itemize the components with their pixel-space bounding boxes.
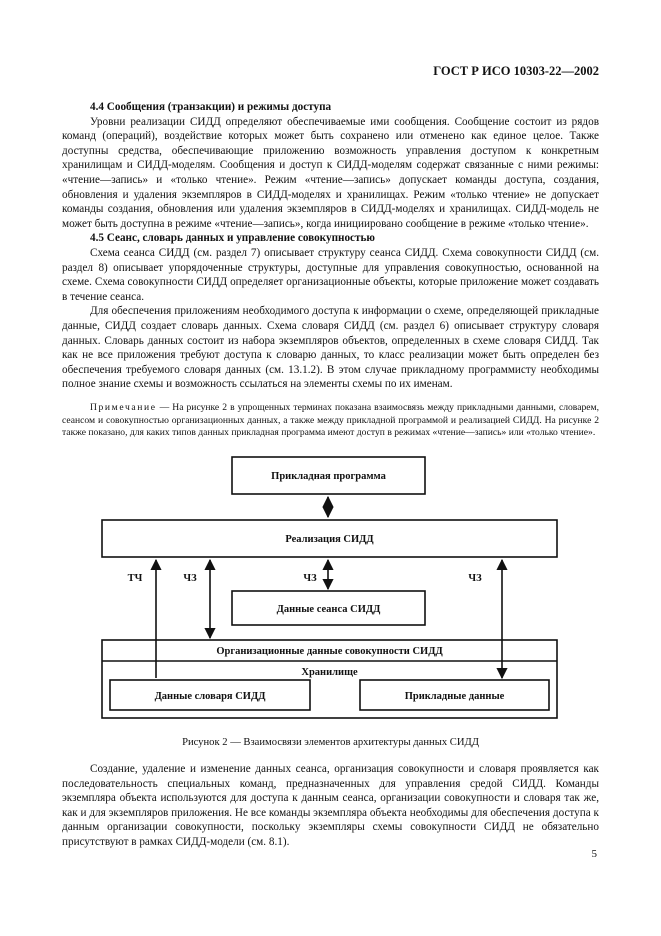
- label-implementation: Реализация СИДД: [285, 534, 374, 545]
- label-application: Прикладная программа: [271, 471, 386, 482]
- section-4-4-heading: 4.4 Сообщения (транзакции) и режимы доступа: [90, 101, 332, 113]
- note-label: Примечание: [90, 401, 157, 413]
- figure-note: [62, 402, 599, 440]
- label-rw-org: ЧЗ: [183, 573, 197, 584]
- note-text: — На рисунке 2 в упрощенных терминах показана взаимосвязь между прикладными данными, словарем, сеансом и совокупностью организационных данных, а также между прикладной программой и реализацией СИДД. На рисунке 2 также показано, для каких типов данных прикладная программа имеют доступ в режимах «чтение—запись» или «только чтение».: [62, 401, 599, 439]
- section-4-5-paragraph-1: Схема сеанса СИДД (см. раздел 7) описывает структуру сеанса СИДД. Схема совокупности СИДД (см. раздел 8) описывает упорядоченные структуры, доступные для управления совокупностью, основанной на схеме. Схема совокупности СИДД определяет организационные объекты, которые приложение может создавать в течение сеанса.: [62, 246, 599, 303]
- closing-text: [62, 762, 599, 850]
- architecture-diagram: [0, 450, 661, 730]
- label-session-data: Данные сеанса СИДД: [276, 604, 381, 615]
- section-4-5-paragraph-2: Для обеспечения приложениям необходимого доступа к информации о схеме, определяющей прикладные данные, СИДД создает словарь данных. Схема словаря СИДД (см. раздел 6) описывает структуру словаря данных. Словарь данных состоит из набора экземпляров объектов, определенных в схеме словаря СИДД. Так как не все приложения требуют доступа к словарю данных, то класс реализации может быть определен без обеспечения требуемого словаря данных (см. 13.1.2). В этом случае прикладному программисту необходимы полное знание схемы и возможность ссылаться на элементы схемы по их именам.: [62, 305, 599, 391]
- label-dictionary-data: Данные словаря СИДД: [154, 691, 266, 702]
- closing-paragraph: Создание, удаление и изменение данных сеанса, организация совокупности и словаря проявляется как последовательность специальных команд, предназначенных для управления средой СИДД. Команды экземпляра объекта используются для доступа к данным сеанса, организации совокупности и словаря так же, как и для экземпляров приложения. Не все команды экземпляра объекта необходимы для обеспечения доступа к данным организации совокупности, поскольку экземпляры схемы совокупности СИДД не обязательно присутствуют в рамках СИДД-модели (см. 8.1).: [62, 763, 599, 848]
- label-rw-appdata: ЧЗ: [468, 573, 482, 584]
- label-application-data: Прикладные данные: [404, 691, 505, 702]
- section-4-5-heading: 4.5 Сеанс, словарь данных и управление совокупностью: [90, 232, 375, 245]
- label-rw-session: ЧЗ: [303, 573, 317, 584]
- main-text: [62, 100, 599, 440]
- label-organization-data: Организационные данные совокупности СИДД: [216, 646, 443, 657]
- page-number: 5: [591, 848, 597, 860]
- label-ro: ТЧ: [127, 573, 143, 584]
- section-4-4-paragraph: Уровни реализации СИДД определяют обеспечиваемые ими сообщения. Сообщение состоит из рядов команд (операций), воздействие которых может быть сохранено или отменено как единое целое. Также доступны средства, обеспечивающие приложению возможность управления доступом к конкретным хранилищам и СИДД-моделям. Сообщения и доступ к СИДД-моделям содержат связанные с ними режимы: «чтение—запись» и «только чтение». Режим «чтение—запись» допускает команды доступа, создания, обновления и удаления экземпляров в СИДД-моделях и хранилищах. Режим «только чтение» не допускает команды создания, обновления или удаления экземпляров в СИДД-моделях и хранилищах. СИДД-модель не может быть доступна в режиме «чтение—запись», когда инициировано сообщение в режиме «только чтение».: [62, 115, 599, 230]
- document-header: ГОСТ Р ИСО 10303-22—2002: [433, 64, 599, 78]
- label-repository: Хранилище: [301, 667, 358, 678]
- figure-caption: Рисунок 2 — Взаимосвязи элементов архитектуры данных СИДД: [182, 737, 479, 748]
